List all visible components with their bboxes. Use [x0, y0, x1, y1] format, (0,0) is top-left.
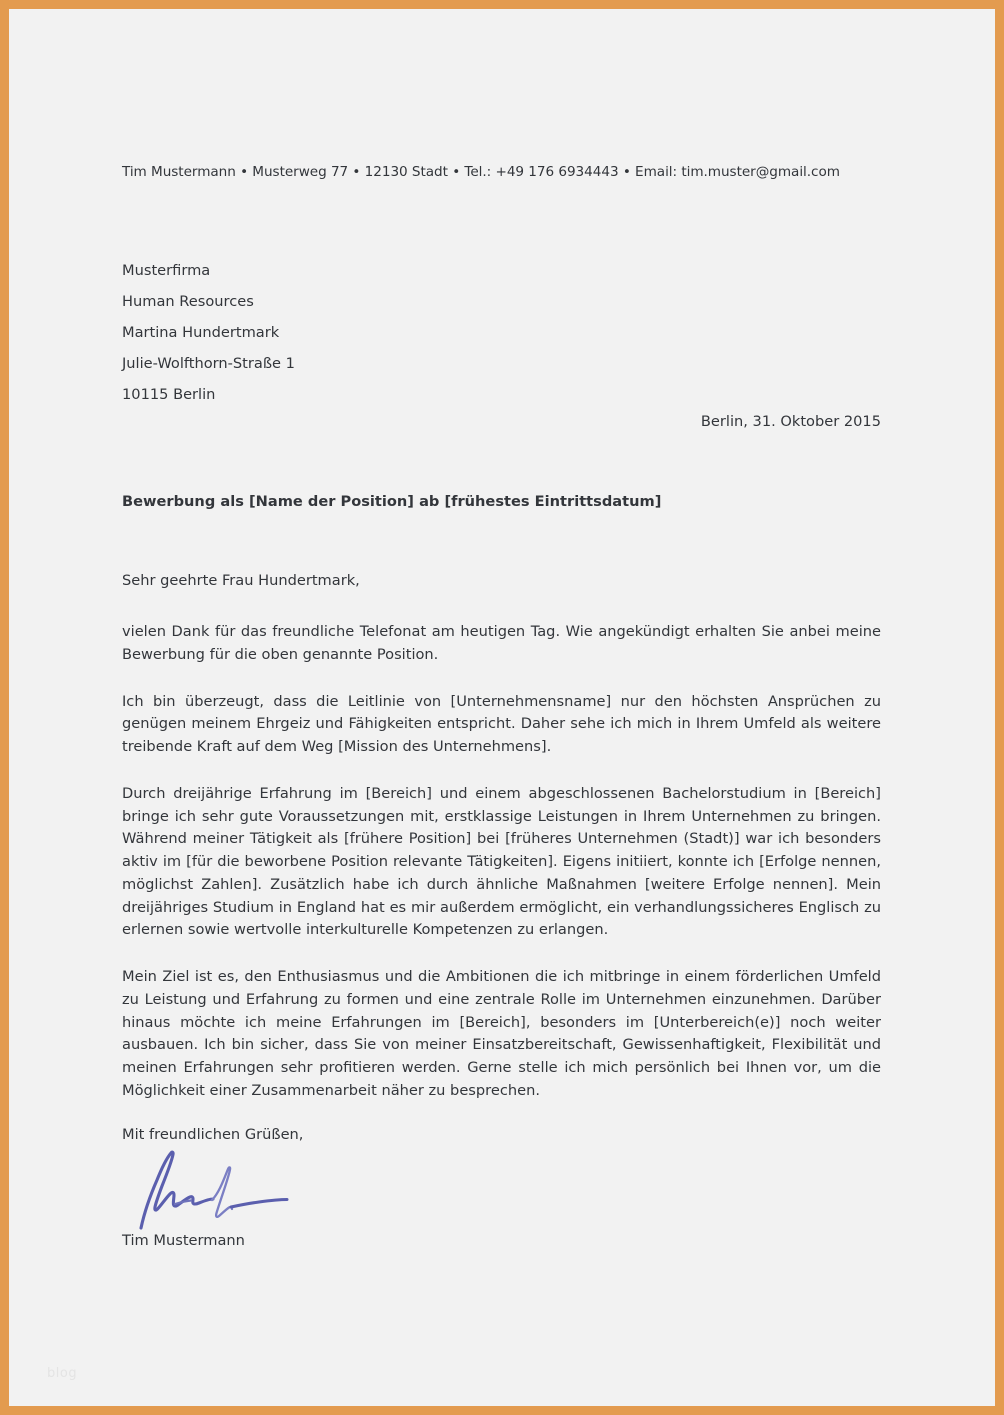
body-paragraph: Mein Ziel ist es, den Enthusiasmus und die Ambitionen die ich mitbringe in einem förderlichen Umfeld zu Leistung und Erfahrung zu formen und eine zentrale Rolle im Unternehmen einzunehmen. Darüber hinaus möchte ich meine Erfahrungen im [Bereich], besonders im [Unterbereich(e)] noch weiter ausbauen. Ich bin sicher, dass Sie von meiner Einsatzbereitschaft, Gewissenhaftigkeit, Flexibilität und meinen Erfahrungen sehr profitieren werden. Gerne stelle ich mich persönlich bei Ihnen vor, um die Möglichkeit einer Zusammenarbeit näher zu besprechen. [122, 968, 881, 1100]
recipient-line-department: Human Resources [122, 293, 254, 311]
recipient-line-street: Julie-Wolfthorn-Straße 1 [122, 355, 295, 373]
letter-body [122, 621, 881, 1103]
page-border-left [0, 0, 9, 1415]
letter-sheet [9, 9, 995, 1406]
recipient-line-person: Martina Hundertmark [122, 324, 280, 342]
recipient-line-city: 10115 Berlin [122, 386, 216, 404]
subject-line: Bewerbung als [Name der Position] ab [frühestes Eintrittsdatum] [122, 493, 662, 510]
page-border-top [0, 0, 1004, 9]
salutation: Sehr geehrte Frau Hundertmark, [122, 572, 360, 589]
body-paragraph: Ich bin überzeugt, dass die Leitlinie von [Unternehmensname] nur den höchsten Ansprüchen zu genügen meinem Ehrgeiz und Fähigkeiten entspricht. Daher sehe ich mich in Ihrem Umfeld als weitere treibende Kraft auf dem Weg [Mission des Unternehmens]. [122, 692, 881, 756]
recipient-line-company: Musterfirma [122, 262, 211, 279]
body-paragraph: Durch dreijährige Erfahrung im [Bereich] und einem abgeschlossenen Bachelorstudium in [Bereich] bringe ich sehr gute Voraussetzungen mit, erstklassige Leistungen in Ihrem Unternehmen zu bringen. Während meiner Tätigkeit als [frühere Position] bei [früheres Unternehmen (Stadt)] war ich besonders aktiv im [für die beworbene Position relevante Tätigkeiten]. Eigens initiiert, konnte ich [Erfolge nennen, möglichst Zahlen]. Zusätzlich habe ich durch ähnliche Maßnahmen [weitere Erfolge nennen]. Mein dreijähriges Studium in England hat es mir außerdem ermöglicht, ein verhandlungssicheres Englisch zu erlernen sowie wertvolle interkulturelle Kompetenzen zu erlangen. [122, 784, 881, 939]
signature-icon [128, 1148, 308, 1232]
signature-image [128, 1148, 308, 1232]
page-border-bottom [0, 1406, 1004, 1415]
place-and-date: Berlin, 31. Oktober 2015 [700, 413, 881, 430]
sender-contact-line: Tim Mustermann • Musterweg 77 • 12130 Stadt • Tel.: +49 176 6934443 • Email: tim.muster@gmail.com [122, 164, 840, 180]
recipient-address-block [122, 255, 295, 410]
watermark-label: blog [47, 1366, 78, 1381]
page-border-right [995, 0, 1004, 1415]
signer-name: Tim Mustermann [122, 1232, 245, 1249]
closing-phrase: Mit freundlichen Grüßen, [122, 1126, 304, 1143]
body-paragraph: vielen Dank für das freundliche Telefonat am heutigen Tag. Wie angekündigt erhalten Sie anbei meine Bewerbung für die oben genannte Position. [122, 623, 881, 663]
